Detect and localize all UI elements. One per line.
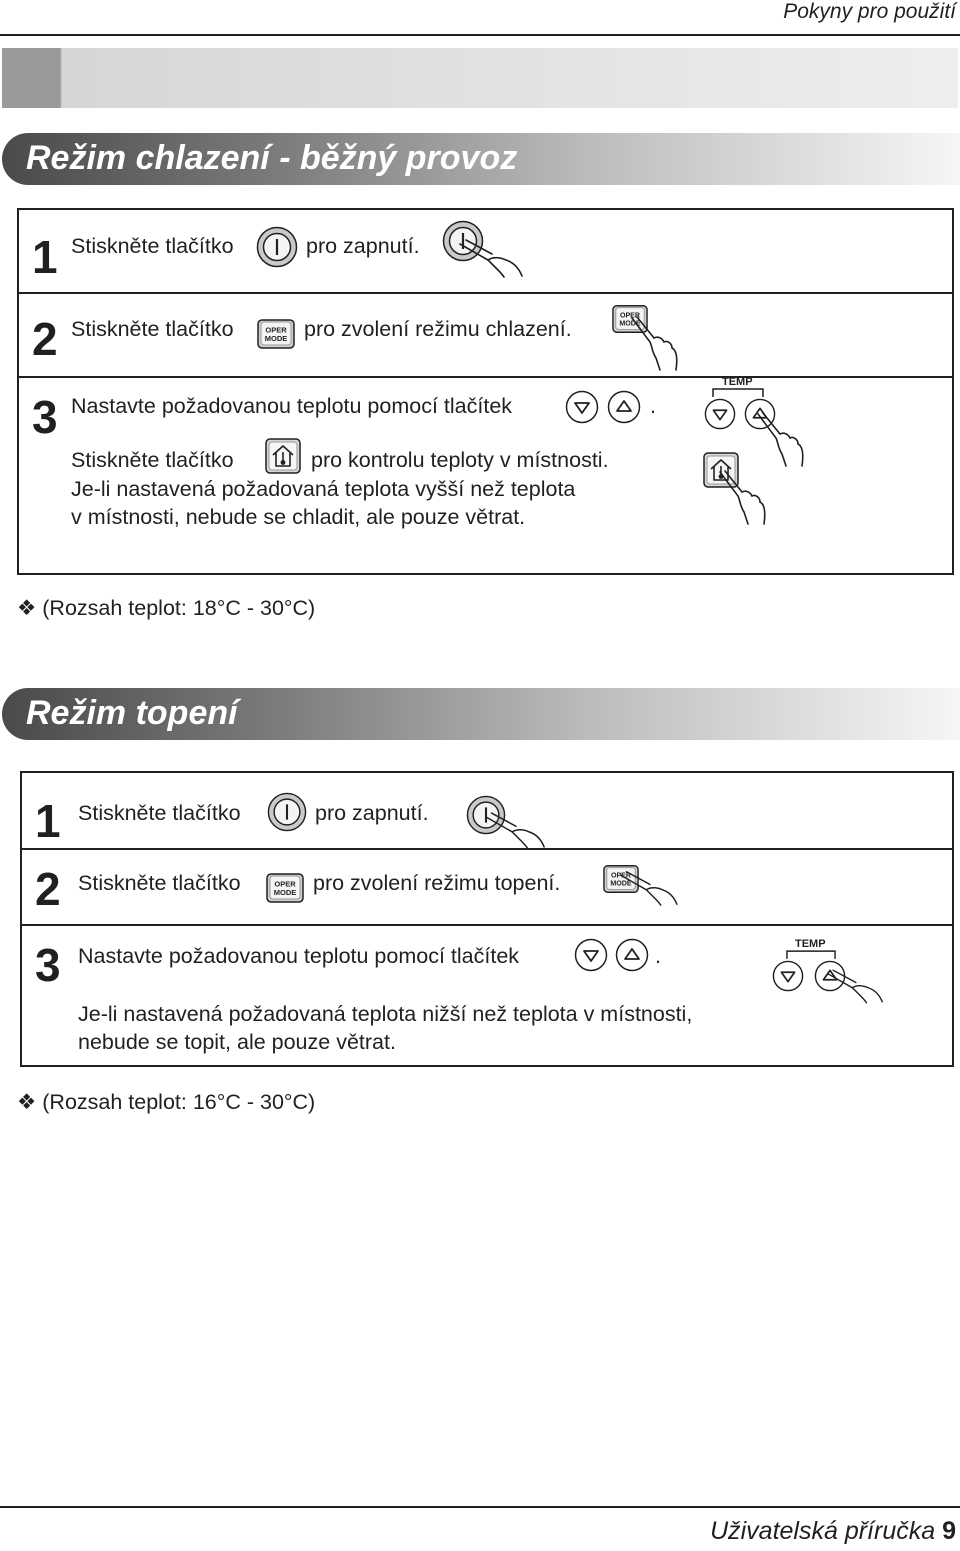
cooling-section-banner xyxy=(2,133,960,185)
room-temperature-icon xyxy=(265,438,301,474)
note-bullet: ❖ xyxy=(17,596,37,620)
pressing-hand-icon xyxy=(630,316,682,372)
svg-text:OPER: OPER xyxy=(265,325,287,335)
footer xyxy=(710,1517,956,1546)
temp-bracket xyxy=(786,950,836,960)
row-divider xyxy=(19,292,952,294)
oper-mode-button-icon xyxy=(257,319,295,349)
temperature-range-note xyxy=(17,596,315,621)
temp-down-icon xyxy=(574,938,608,972)
step-number: 2 xyxy=(32,313,58,365)
temp-up-icon xyxy=(607,390,641,424)
step-number: 1 xyxy=(32,231,58,283)
row-divider xyxy=(19,376,952,378)
step-number: 3 xyxy=(35,939,61,991)
note-text: (Rozsah teplot: 16°C - 30°C) xyxy=(42,1090,316,1114)
cooling-section-title: Režim chlazení - běžný provoz xyxy=(26,139,518,177)
header-grey-bar xyxy=(2,48,958,108)
step-number: 3 xyxy=(32,391,58,443)
svg-text:MODE: MODE xyxy=(619,319,641,328)
step-text: Stiskněte tlačítko xyxy=(71,234,234,258)
oper-mode-button-icon xyxy=(266,873,304,903)
header-rule xyxy=(0,34,960,36)
svg-text:MODE: MODE xyxy=(610,879,632,888)
step-text: Stiskněte tlačítko xyxy=(71,448,234,472)
svg-text:OPER: OPER xyxy=(619,311,641,320)
heating-section-title: Režim topení xyxy=(26,694,238,732)
footer-rule xyxy=(0,1506,960,1508)
step-text: pro zapnutí. xyxy=(315,801,429,825)
temp-down-icon xyxy=(704,398,736,430)
pressing-hand-icon xyxy=(484,811,546,849)
step-number: 2 xyxy=(35,863,61,915)
temp-label: TEMP xyxy=(795,938,826,950)
pressing-hand-icon xyxy=(458,238,524,278)
note-text: (Rozsah teplot: 18°C - 30°C) xyxy=(42,596,316,620)
svg-text:OPER: OPER xyxy=(610,871,632,880)
step-text: . xyxy=(655,944,661,968)
temp-bracket xyxy=(712,388,764,398)
footer-title: Uživatelská příručka xyxy=(710,1517,936,1545)
temp-up-icon xyxy=(615,938,649,972)
pressing-hand-icon xyxy=(618,870,680,906)
step-text: Stiskněte tlačítko xyxy=(71,317,234,341)
step-text: Stiskněte tlačítko xyxy=(78,801,241,825)
svg-text:MODE: MODE xyxy=(273,888,297,897)
step-text: nebude se topit, ale pouze větrat. xyxy=(78,1030,396,1054)
step-text: pro zvolení režimu chlazení. xyxy=(304,317,572,341)
step-text: Je-li nastavená požadovaná teplota nižší než teplota v místnosti, xyxy=(78,1002,693,1026)
pressing-hand-icon xyxy=(826,968,884,1004)
pressing-hand-icon xyxy=(756,412,808,468)
pressing-hand-icon xyxy=(718,470,770,526)
row-divider xyxy=(22,924,952,926)
heating-section-banner xyxy=(2,688,960,740)
running-header: Pokyny pro použití xyxy=(783,0,956,23)
step-text: pro kontrolu teploty v místnosti. xyxy=(311,448,609,472)
power-button-icon xyxy=(267,792,307,832)
step-text: pro zapnutí. xyxy=(306,234,420,258)
step-text: Stiskněte tlačítko xyxy=(78,871,241,895)
note-bullet: ❖ xyxy=(17,1090,37,1114)
step-text: Nastavte požadovanou teplotu pomocí tlačítek xyxy=(78,944,520,968)
step-text: Nastavte požadovanou teplotu pomocí tlačítek xyxy=(71,394,513,418)
step-text: . xyxy=(650,394,656,418)
svg-text:OPER: OPER xyxy=(274,879,296,889)
power-button-icon xyxy=(256,226,298,268)
step-text: pro zvolení režimu topení. xyxy=(313,871,561,895)
step-text: v místnosti, nebude se chladit, ale pouze větrat. xyxy=(71,505,526,529)
temperature-range-note xyxy=(17,1090,315,1115)
temp-label: TEMP xyxy=(722,376,753,388)
temp-down-icon xyxy=(772,960,804,992)
step-number: 1 xyxy=(35,795,61,847)
page-number: 9 xyxy=(942,1517,956,1545)
step-text: Je-li nastavená požadovaná teplota vyšší než teplota xyxy=(71,477,576,501)
svg-text:MODE: MODE xyxy=(264,334,288,343)
temp-down-icon xyxy=(565,390,599,424)
